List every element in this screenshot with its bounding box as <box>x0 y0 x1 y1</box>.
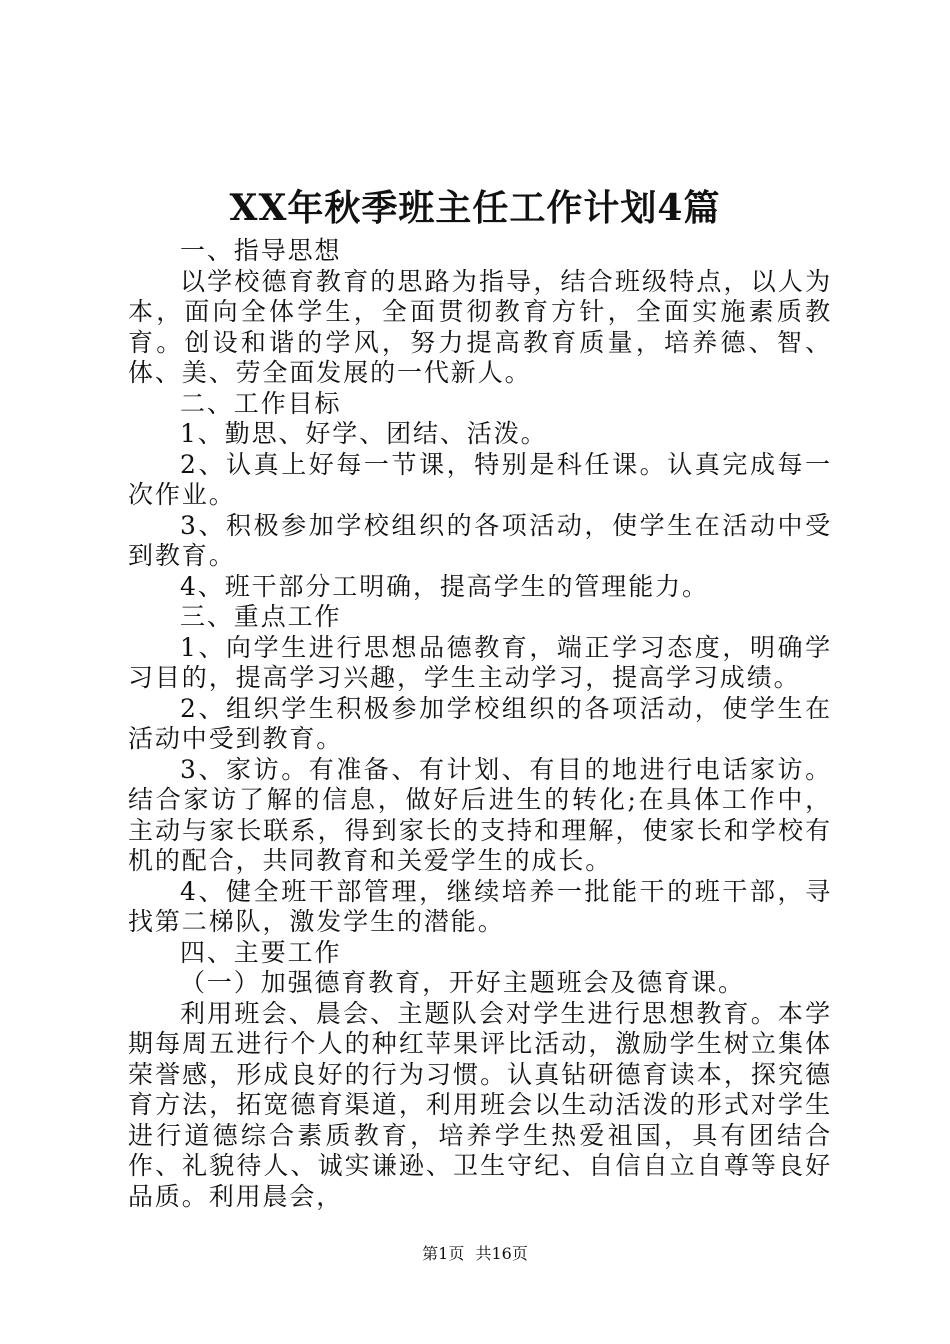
list-item: 4、班干部分工明确，提高学生的管理能力。 <box>180 571 709 601</box>
heading-work-goals: 二、工作目标 <box>180 388 342 418</box>
heading-guiding-ideology: 一、指导思想 <box>180 236 342 265</box>
page-footer <box>0 1243 950 1265</box>
page-total: 共16页 <box>475 1244 528 1263</box>
document-body <box>128 236 832 1212</box>
list-item: 1、向学生进行思想品德教育，端正学习态度，明确学习目的，提高学习兴趣，学生主动学习，提高学习成绩。 <box>128 632 832 692</box>
list-item: 3、积极参加学校组织的各项活动，使学生在活动中受到教育。 <box>128 510 832 570</box>
list-item: 4、健全班干部管理，继续培养一批能干的班干部，寻找第二梯队，激发学生的潜能。 <box>128 876 832 936</box>
list-item: 2、组织学生积极参加学校组织的各项活动，使学生在活动中受到教育。 <box>128 693 832 753</box>
list-item: 3、家访。有准备、有计划、有目的地进行电话家访。结合家访了解的信息，做好后进生的转化;在具体工作中，主动与家长联系，得到家长的支持和理解，使家长和学校有机的配合，共同教育和关爱学生的成长。 <box>128 754 832 875</box>
list-item: 2、认真上好每一节课，特别是科任课。认真完成每一次作业。 <box>128 449 832 509</box>
page-number: 第1页 <box>422 1244 465 1263</box>
paragraph: 利用班会、晨会、主题队会对学生进行思想教育。本学期每周五进行个人的种红苹果评比活动，激励学生树立集体荣誉感，形成良好的行为习惯。认真钻研德育读本，探究德育方法，拓宽德育渠道，利用班会以生动活泼的形式对学生进行道德综合素质教育，培养学生热爱祖国，具有团结合作、礼貌待人、诚实谦逊、卫生守纪、自信自立自尊等良好品质。利用晨会， <box>128 998 832 1211</box>
heading-main-work: 四、主要工作 <box>180 937 342 967</box>
subheading: （一）加强德育教育，开好主题班会及德育课。 <box>180 968 745 997</box>
document-title: XX年秋季班主任工作计划4篇 <box>229 187 721 229</box>
paragraph: 以学校德育教育的思路为指导，结合班级特点，以人为本，面向全体学生，全面贯彻教育方针，全面实施素质教育。创设和谐的学风，努力提高教育质量，培养德、智、体、美、劳全面发展的一代新人。 <box>128 266 832 387</box>
heading-key-work: 三、重点工作 <box>180 602 342 631</box>
list-item: 1、勤思、好学、团结、活泼。 <box>180 419 548 448</box>
